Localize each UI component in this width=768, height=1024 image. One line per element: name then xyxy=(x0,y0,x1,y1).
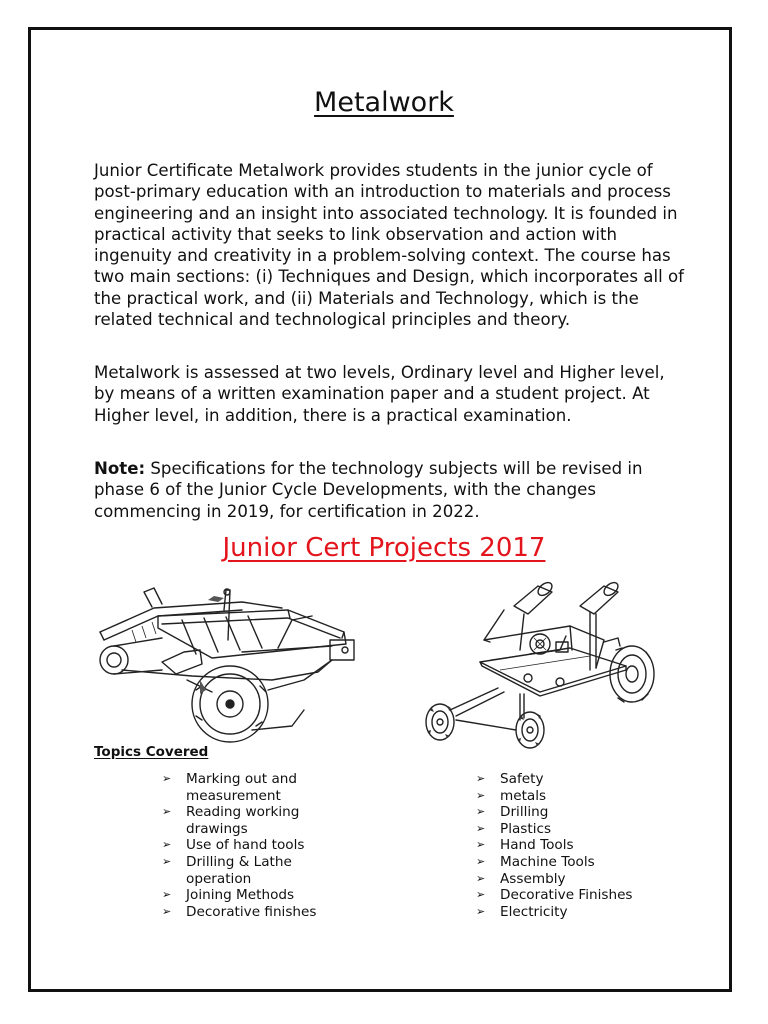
arrow-bullet-icon: ➢ xyxy=(162,772,172,785)
arrow-bullet-icon: ➢ xyxy=(476,871,486,885)
intro-paragraph: Junior Certificate Metalwork provides students in the junior cycle of post-primary education with an introduction to materials and process engineering and an insight into associated technology. It is founded in practical activity that seeks to link observation and action with ingenuity and creativity in a problem-solving context. The course has two main sections: (i) Techniques and Design, which incorporates all of the practical work, and (ii) Materials and Technology, which is the related technical and technological principles and theory. xyxy=(94,161,684,330)
arrow-bullet-icon: ➢ xyxy=(162,904,172,918)
list-item: ➢ Decorative finishes xyxy=(162,903,317,920)
list-item: ➢ Decorative Finishes xyxy=(476,887,633,904)
list-item: ➢ Use of hand tools xyxy=(162,837,305,854)
list-item: ➢ Machine Tools xyxy=(476,853,595,870)
wheelbarrow-project-illustration xyxy=(92,580,364,745)
list-item: ➢ metals xyxy=(476,787,547,804)
list-item: ➢ Hand Tools xyxy=(476,837,574,854)
arrow-bullet-icon: ➢ xyxy=(476,772,486,785)
arrow-bullet-icon: ➢ xyxy=(162,805,172,819)
list-item: ➢ Joining Methods xyxy=(162,887,295,904)
arrow-bullet-icon: ➢ xyxy=(476,788,486,802)
topics-list-left xyxy=(162,771,337,920)
assessment-paragraph: Metalwork is assessed at two levels, Ordinary level and Higher level, by means of a written examination paper and a student project. At Higher level, in addition, there is a practical examination. xyxy=(94,363,665,425)
projects-heading: Junior Cert Projects 2017 xyxy=(222,533,546,563)
arrow-bullet-icon: ➢ xyxy=(162,854,172,868)
list-item: ➢ Drilling & Lathe operation xyxy=(162,853,292,887)
topics-heading: Topics Covered xyxy=(94,744,209,760)
list-item: ➢ Safety xyxy=(476,771,544,787)
list-item: ➢ Electricity xyxy=(476,903,568,920)
list-item: ➢ Assembly xyxy=(476,870,566,887)
go-kart-project-illustration xyxy=(420,570,660,750)
list-item: ➢ Drilling xyxy=(476,804,549,821)
list-item: ➢ Marking out and measurement xyxy=(162,771,298,804)
arrow-bullet-icon: ➢ xyxy=(162,838,172,852)
arrow-bullet-icon: ➢ xyxy=(476,805,486,819)
arrow-bullet-icon: ➢ xyxy=(162,888,172,902)
page-title: Metalwork xyxy=(314,87,454,118)
list-item: ➢ Reading working drawings xyxy=(162,804,300,837)
note-paragraph xyxy=(94,458,684,522)
arrow-bullet-icon: ➢ xyxy=(476,821,486,835)
arrow-bullet-icon: ➢ xyxy=(476,838,486,852)
note-label: Note: xyxy=(94,459,146,478)
arrow-bullet-icon: ➢ xyxy=(476,854,486,868)
arrow-bullet-icon: ➢ xyxy=(476,904,486,918)
topics-list-right xyxy=(476,771,676,920)
list-item: ➢ Plastics xyxy=(476,820,552,837)
note-text: Specifications for the technology subjects will be revised in phase 6 of the Junior Cycle Developments, with the changes commencing in 2019, for certification in 2022. xyxy=(94,459,643,521)
arrow-bullet-icon: ➢ xyxy=(476,888,486,902)
